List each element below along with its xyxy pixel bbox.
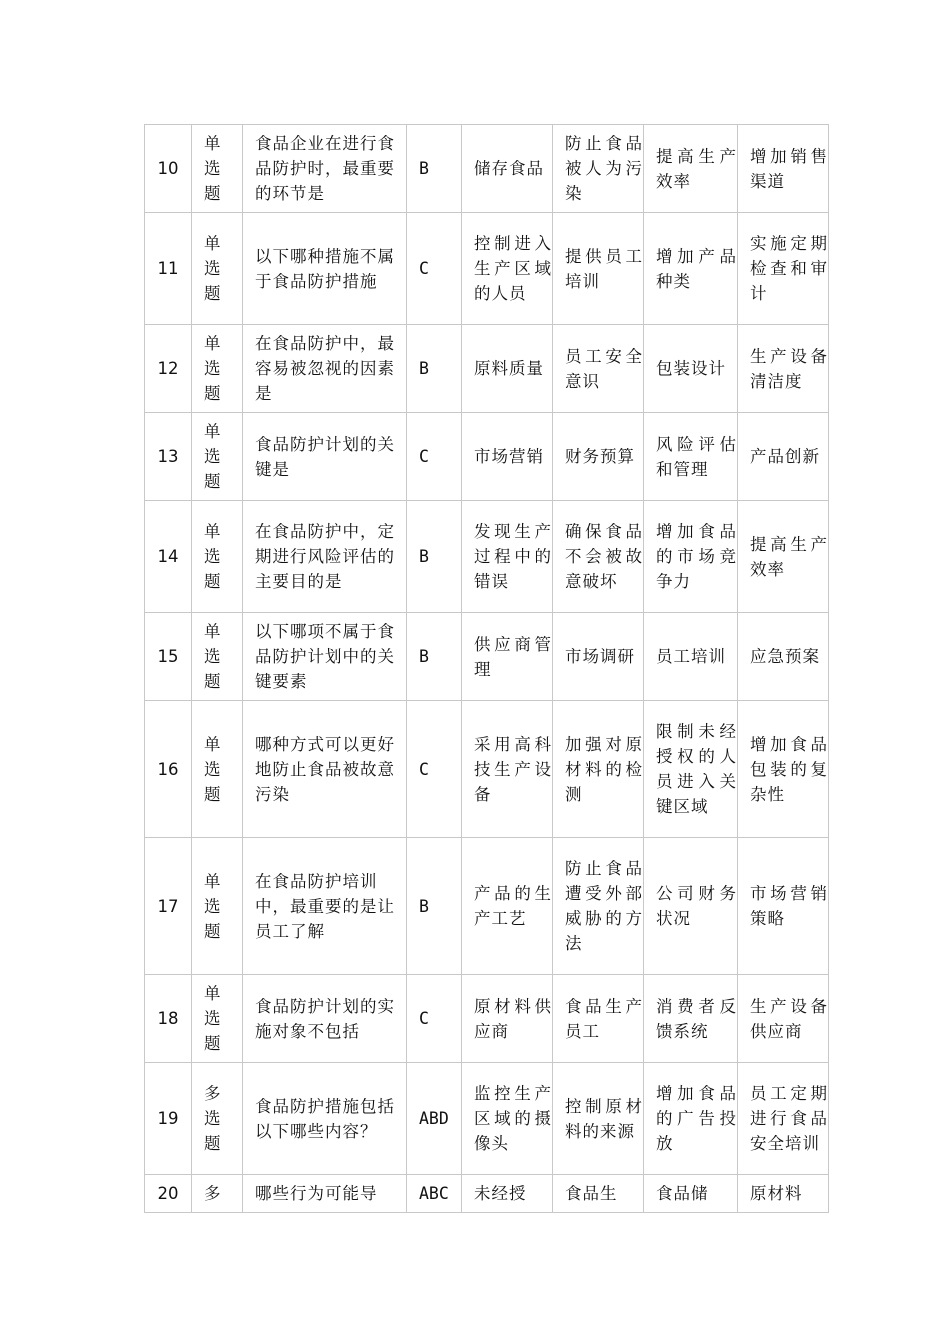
correct-answer: ABD: [407, 1063, 462, 1175]
question-table-body: [145, 125, 829, 1213]
question-text: 食品防护措施包括以下哪些内容？: [243, 1063, 407, 1175]
option-d: 员工定期进行食品安全培训: [738, 1063, 829, 1175]
table-row: [145, 501, 829, 613]
correct-answer: C: [407, 213, 462, 325]
table-row: [145, 213, 829, 325]
question-type: 单 选 题: [192, 701, 243, 838]
table-row: [145, 1175, 829, 1213]
question-type: 多 选 题: [192, 1063, 243, 1175]
option-b: 提供员工培训: [553, 213, 644, 325]
question-number: 20: [145, 1175, 192, 1213]
question-number: 15: [145, 613, 192, 701]
option-a: 原材料供应商: [462, 975, 553, 1063]
question-type: 单 选 题: [192, 213, 243, 325]
question-text: 以下哪项不属于食品防护计划中的关键要素: [243, 613, 407, 701]
question-number: 16: [145, 701, 192, 838]
option-a: 储存食品: [462, 125, 553, 213]
option-b: 财务预算: [553, 413, 644, 501]
correct-answer: C: [407, 975, 462, 1063]
table-row: [145, 838, 829, 975]
option-b: 确保食品不会被故意破坏: [553, 501, 644, 613]
option-a: 供应商管理: [462, 613, 553, 701]
option-d: 提高生产效率: [738, 501, 829, 613]
option-c: 提高生产效率: [644, 125, 738, 213]
option-b: 控制原材料的来源: [553, 1063, 644, 1175]
option-a: 采用高科技生产设备: [462, 701, 553, 838]
option-c: 限制未经授权的人员进入关键区域: [644, 701, 738, 838]
option-c: 员工培训: [644, 613, 738, 701]
option-d: 产品创新: [738, 413, 829, 501]
option-c: 公司财务状况: [644, 838, 738, 975]
option-a: 产品的生产工艺: [462, 838, 553, 975]
question-number: 19: [145, 1063, 192, 1175]
question-text: 哪些行为可能导: [243, 1175, 407, 1213]
question-number: 12: [145, 325, 192, 413]
correct-answer: B: [407, 838, 462, 975]
option-a: 原料质量: [462, 325, 553, 413]
option-b: 加强对原材料的检测: [553, 701, 644, 838]
option-a: 监控生产区域的摄像头: [462, 1063, 553, 1175]
question-number: 11: [145, 213, 192, 325]
question-table: [144, 124, 829, 1213]
table-row: [145, 325, 829, 413]
option-b: 市场调研: [553, 613, 644, 701]
correct-answer: B: [407, 613, 462, 701]
option-d: 市场营销策略: [738, 838, 829, 975]
question-type: 多: [192, 1175, 243, 1213]
question-text: 在食品防护培训中，最重要的是让员工了解: [243, 838, 407, 975]
option-a: 未经授: [462, 1175, 553, 1213]
question-number: 14: [145, 501, 192, 613]
question-text: 食品防护计划的实施对象不包括: [243, 975, 407, 1063]
option-c: 风险评估和管理: [644, 413, 738, 501]
option-a: 发现生产过程中的错误: [462, 501, 553, 613]
question-text: 在食品防护中，定期进行风险评估的主要目的是: [243, 501, 407, 613]
question-text: 食品企业在进行食品防护时，最重要的环节是: [243, 125, 407, 213]
table-row: [145, 413, 829, 501]
table-row: [145, 701, 829, 838]
correct-answer: ABC: [407, 1175, 462, 1213]
question-type: 单 选 题: [192, 125, 243, 213]
option-c: 增加食品的广告投放: [644, 1063, 738, 1175]
option-c: 增加食品的市场竞争力: [644, 501, 738, 613]
option-d: 增加销售渠道: [738, 125, 829, 213]
question-number: 18: [145, 975, 192, 1063]
question-type: 单 选 题: [192, 975, 243, 1063]
option-c: 增加产品种类: [644, 213, 738, 325]
option-d: 生产设备清洁度: [738, 325, 829, 413]
option-d: 增加食品包装的复杂性: [738, 701, 829, 838]
question-type: 单 选 题: [192, 838, 243, 975]
option-d: 实施定期检查和审计: [738, 213, 829, 325]
option-b: 防止食品遭受外部威胁的方法: [553, 838, 644, 975]
question-type: 单 选 题: [192, 325, 243, 413]
option-d: 原材料: [738, 1175, 829, 1213]
option-b: 食品生产员工: [553, 975, 644, 1063]
table-row: [145, 975, 829, 1063]
question-text: 在食品防护中，最容易被忽视的因素是: [243, 325, 407, 413]
question-text: 以下哪种措施不属于食品防护措施: [243, 213, 407, 325]
question-type: 单 选 题: [192, 413, 243, 501]
question-text: 食品防护计划的关键是: [243, 413, 407, 501]
question-number: 17: [145, 838, 192, 975]
table-row: [145, 613, 829, 701]
correct-answer: B: [407, 501, 462, 613]
option-c: 包装设计: [644, 325, 738, 413]
option-a: 市场营销: [462, 413, 553, 501]
option-b: 食品生: [553, 1175, 644, 1213]
option-a: 控制进入生产区域的人员: [462, 213, 553, 325]
question-text: 哪种方式可以更好地防止食品被故意污染: [243, 701, 407, 838]
correct-answer: B: [407, 125, 462, 213]
option-b: 员工安全意识: [553, 325, 644, 413]
question-number: 13: [145, 413, 192, 501]
option-d: 应急预案: [738, 613, 829, 701]
option-c: 食品储: [644, 1175, 738, 1213]
question-number: 10: [145, 125, 192, 213]
option-c: 消费者反馈系统: [644, 975, 738, 1063]
correct-answer: B: [407, 325, 462, 413]
option-b: 防止食品被人为污染: [553, 125, 644, 213]
table-row: [145, 1063, 829, 1175]
table-row: [145, 125, 829, 213]
option-d: 生产设备供应商: [738, 975, 829, 1063]
question-type: 单 选 题: [192, 501, 243, 613]
correct-answer: C: [407, 413, 462, 501]
question-type: 单 选 题: [192, 613, 243, 701]
correct-answer: C: [407, 701, 462, 838]
